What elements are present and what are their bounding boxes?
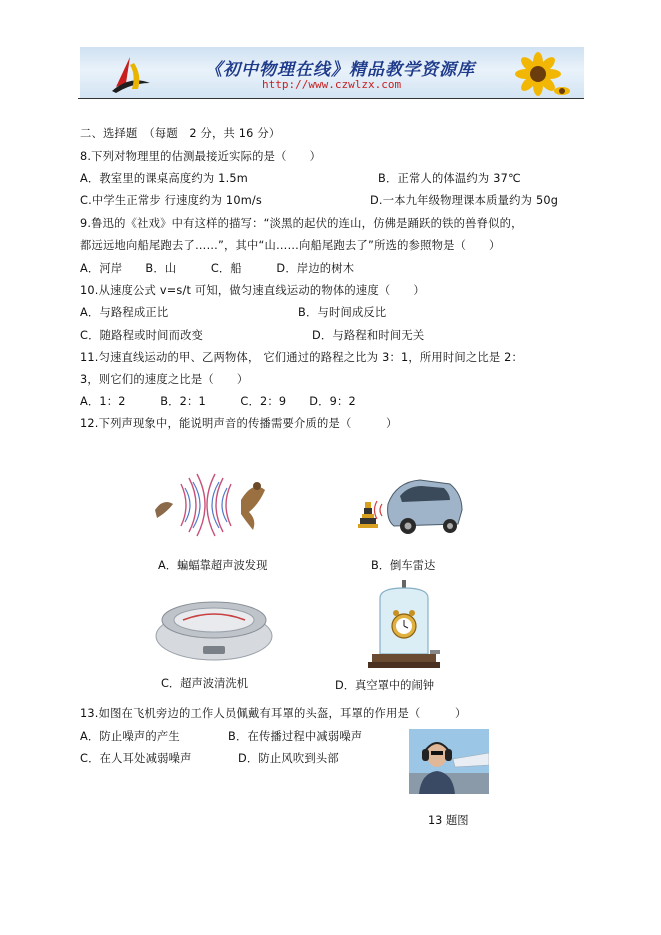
ultrasonic-cleaner-figure (153, 594, 275, 664)
q9-options: A．河岸 B．山 C．船 D．岸边的树木 (80, 262, 355, 275)
q13-figure-caption: 13 题图 (428, 814, 469, 827)
q10-option-c: C．随路程或时间而改变 (80, 329, 204, 342)
header-banner (80, 47, 584, 98)
q10-option-a: A．与路程成正比 (80, 306, 169, 319)
q12-caption-c: C．超声波清洗机 (161, 677, 248, 690)
q12-stem: 12.下列声现象中，能说明声音的传播需要介质的是（ ） (80, 417, 398, 430)
q8-option-c: C.中学生正常步 行速度约为 10m/s (80, 194, 262, 207)
q11-options: A．1：2 B．2：1 C．2：9 D．9：2 (80, 395, 356, 408)
site-logo-icon (108, 53, 154, 95)
banner-title: 《初中物理在线》精品教学资源库 (205, 60, 475, 80)
q12-caption-d: D．真空罩中的闹钟 (335, 679, 435, 692)
sunflower-icon (500, 51, 570, 97)
q11-stem-line1: 11.匀速直线运动的甲、乙两物体， 它们通过的路程之比为 3：1，所用时间之比是 2： (80, 351, 523, 364)
q8-option-a: A．教室里的课桌高度约为 1.5m (80, 172, 248, 185)
q8-option-b: B．正常人的体温约为 37℃ (378, 172, 521, 185)
q10-option-d: D．与路程和时间无关 (312, 329, 425, 342)
q9-stem-line2: 都远远地向船尾跑去了……”，其中“山……向船尾跑去了”所选的参照物是（ ） (80, 239, 501, 252)
q12-caption-b: B．倒车雷达 (371, 559, 436, 572)
q10-stem: 10.从速度公式 v=s/t 可知，做匀速直线运动的物体的速度（ ） (80, 284, 425, 297)
q13-option-a: A．防止噪声的产生 (80, 730, 180, 743)
q13-option-c: C．在人耳处减弱噪声 (80, 752, 192, 765)
q13-stem: 13.如图在飞机旁边的工作人员佩戴有耳罩的头盔，耳罩的作用是（ ） (80, 707, 467, 720)
q8-option-d: D.一本九年级物理课本质量约为 50g (370, 194, 559, 207)
q11-stem-line2: 3，则它们的速度之比是（ ） (80, 373, 249, 386)
section-title: 二、选择题 （每题 2 分，共 16 分） (80, 127, 281, 140)
q10-option-b: B．与时间成反比 (298, 306, 387, 319)
vacuum-jar-clock-figure (368, 580, 440, 672)
bat-ultrasound-figure (153, 470, 273, 540)
q9-stem-line1: 9.鲁迅的《社戏》中有这样的描写：“淡黑的起伏的连山，仿佛是踊跃的铁的兽脊似的， (80, 217, 523, 230)
q13-option-d: D．防止风吹到头部 (238, 752, 339, 765)
car-reversing-radar-figure (358, 474, 464, 536)
q8-stem: 8.下列对物理里的估测最接近实际的是（ ） (80, 150, 322, 163)
banner-url[interactable]: http://www.czwlzx.com (262, 78, 402, 91)
q13-option-b: B．在传播过程中减弱噪声 (228, 730, 363, 743)
banner-underline (78, 98, 584, 99)
worker-earmuffs-figure (409, 729, 489, 794)
q12-caption-a: A．蝙蝠靠超声波发现 (158, 559, 268, 572)
